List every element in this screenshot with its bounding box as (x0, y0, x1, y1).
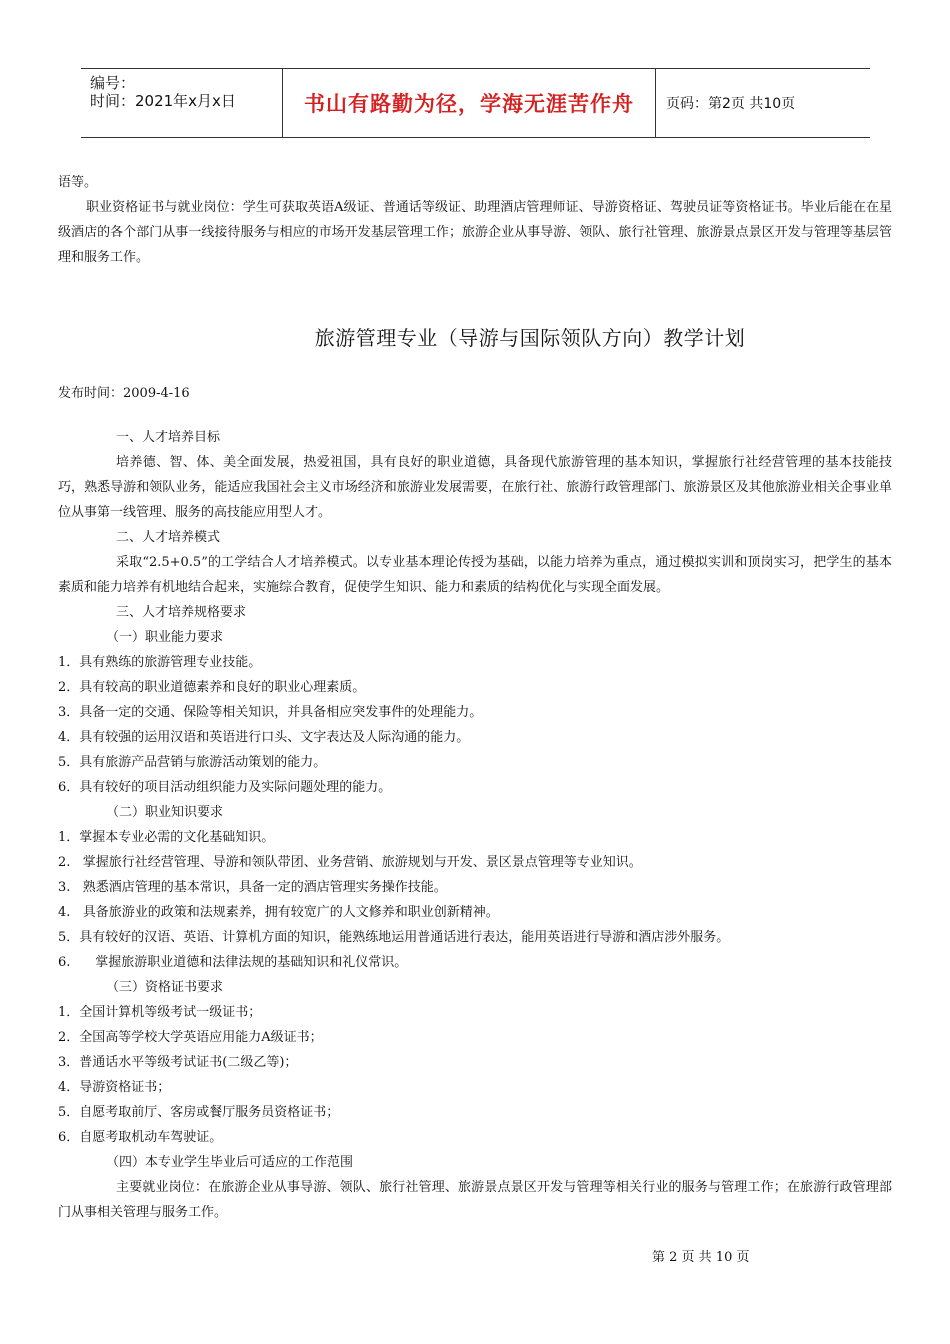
list-item: 3．具备一定的交通、保险等相关知识，并具备相应突发事件的处理能力。 (58, 705, 483, 720)
page-footer: 第 2 页 共 10 页 (652, 1250, 750, 1265)
publish-date: 发布时间：2009-4-16 (58, 386, 190, 401)
intro-paragraph: 职业资格证书与就业岗位：学生可获取英语A级证、普通话等级证、助理酒店管理师证、导游资格证、驾驶员证等资格证书。毕业后能在在星级酒店的各个部门从事一线接待服务与相应的市场开发基层管理工作；旅游企业从事导游、领队、旅行社管理、旅游景点景区开发与管理等基层管理和服务工作。 (58, 200, 892, 265)
list-item: 6．具有较好的项目活动组织能力及实际问题处理的能力。 (58, 780, 392, 795)
serial-number-label: 编号： (90, 74, 136, 92)
list-item: 2. 掌握旅行社经营管理、导游和领队带团、业务营销、旅游规划与开发、景区景点管理等专业知识。 (58, 855, 642, 870)
list-item: 3. 熟悉酒店管理的基本常识，具备一定的酒店管理实务操作技能。 (58, 880, 447, 895)
intro-line: 语等。 (58, 175, 98, 190)
subsection-heading-2: （二）职业知识要求 (106, 805, 224, 820)
list-item: 5．自愿考取前厅、客房或餐厅服务员资格证书； (58, 1105, 340, 1120)
list-item: 1．掌握本专业必需的文化基础知识。 (58, 830, 275, 845)
header-date: 时间：2021年x月x日 (90, 92, 236, 110)
main-body (58, 425, 892, 1225)
section-heading-2: 二、人才培养模式 (116, 530, 221, 545)
list-item: 3．普通话水平等级考试证书(二级乙等)； (58, 1055, 298, 1070)
intro-section (58, 170, 892, 270)
list-item: 2．具有较高的职业道德素养和良好的职业心理素质。 (58, 680, 366, 695)
document-header (81, 68, 870, 138)
subsection-heading-1: （一）职业能力要求 (106, 630, 224, 645)
document-title: 旅游管理专业（导游与国际领队方向）教学计划 (314, 326, 746, 350)
section-text-1: 培养德、智、体、美全面发展，热爱祖国，具有良好的职业道德，具备现代旅游管理的基本知识，掌握旅行社经营管理的基本技能技巧，熟悉导游和领队业务，能适应我国社会主义市场经济和旅游业发展需要，在旅行社、旅游行政管理部门、旅游景区及其他旅游业相关企事业单位从事第一线管理、服务的高技能应用型人才。 (58, 455, 892, 520)
list-item: 1．具有熟练的旅游管理专业技能。 (58, 655, 262, 670)
header-motto: 书山有路勤为径，学海无涯苦作舟 (304, 92, 634, 116)
subsection-heading-3: （三）资格证书要求 (106, 980, 224, 995)
list-item: 1．全国计算机等级考试一级证书； (58, 1005, 262, 1020)
header-motto-cell (283, 69, 656, 137)
header-meta-cell (81, 69, 283, 137)
list-item: 6. 掌握旅游职业道德和法律法规的基础知识和礼仪常识。 (58, 955, 408, 970)
list-item: 2．全国高等学校大学英语应用能力A级证书； (58, 1030, 323, 1045)
list-item: 4．具有较强的运用汉语和英语进行口头、文字表达及人际沟通的能力。 (58, 730, 470, 745)
list-item: 5．具有较好的汉语、英语、计算机方面的知识，能熟练地运用普通话进行表达，能用英语进行导游和酒店涉外服务。 (58, 930, 730, 945)
header-page-cell (656, 69, 870, 137)
list-item: 4．导游资格证书； (58, 1080, 171, 1095)
section-text-2: 采取“2.5+0.5”的工学结合人才培养模式。以专业基本理论传授为基础，以能力培养为重点，通过模拟实训和顶岗实习，把学生的基本素质和能力培养有机地结合起来，实施综合教育，促使学生知识、能力和素质的结构优化与实现全面发展。 (58, 555, 892, 595)
list-item: 6．自愿考取机动车驾驶证。 (58, 1130, 223, 1145)
section-heading-1: 一、人才培养目标 (116, 430, 221, 445)
list-item: 5．具有旅游产品营销与旅游活动策划的能力。 (58, 755, 327, 770)
subsection-heading-4: （四）本专业学生毕业后可适应的工作范围 (106, 1155, 354, 1170)
jobs-paragraph: 主要就业岗位：在旅游企业从事导游、领队、旅行社管理、旅游景点景区开发与管理等相关行业的服务与管理工作；在旅游行政管理部门从事相关管理与服务工作。 (58, 1180, 892, 1220)
header-page-info: 页码：第2页 共10页 (666, 96, 796, 112)
list-item: 4. 具备旅游业的政策和法规素养，拥有较宽广的人文修养和职业创新精神。 (58, 905, 499, 920)
section-heading-3: 三、人才培养规格要求 (116, 605, 247, 620)
